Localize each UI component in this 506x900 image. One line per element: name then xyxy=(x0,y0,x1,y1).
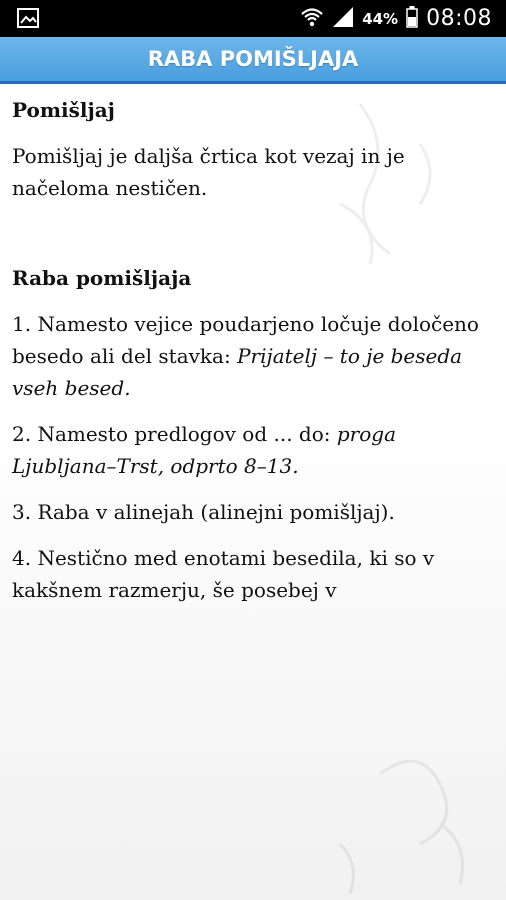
signal-icon xyxy=(332,6,354,32)
app-bar-title: RABA POMIŠLJAJA xyxy=(0,37,506,84)
list-item: 3. Raba v alinejah (alinejni pomišljaj). xyxy=(12,500,395,524)
heading-raba: Raba pomišljaja xyxy=(12,266,192,290)
clock: 08:08 xyxy=(426,6,492,31)
picture-notification-icon xyxy=(17,8,39,28)
list-item: 4. Nestično med enotami besedila, ki so v kakšnem razmerju, še posebej v xyxy=(12,546,435,602)
status-bar xyxy=(0,0,506,37)
battery-icon xyxy=(406,6,418,32)
list-item: 2. Namesto predlogov od ... do: proga Ljubljana–Trst, odprto 8–13. xyxy=(12,422,397,478)
intro-paragraph: Pomišljaj je daljša črtica kot vezaj in je načeloma nestičen. xyxy=(12,144,405,200)
battery-percent: 44% xyxy=(362,9,399,28)
list-item: 1. Namesto vejice poudarjeno ločuje določeno besedo ali del stavka: Prijatelj – to je beseda vseh besed. xyxy=(12,312,479,400)
wifi-icon xyxy=(300,6,324,32)
article-content[interactable] xyxy=(0,84,506,900)
heading-pomisljaj: Pomišljaj xyxy=(12,98,115,122)
